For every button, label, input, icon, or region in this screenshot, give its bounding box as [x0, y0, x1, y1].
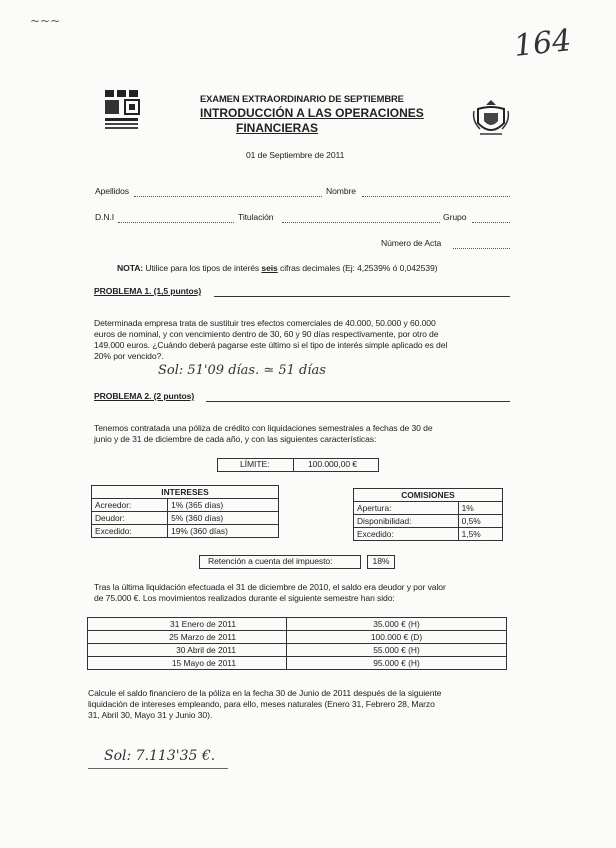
top-left-scribble: ~~~ [30, 14, 61, 28]
intereses-value: 19% (360 días) [168, 525, 279, 538]
exam-date: 01 de Septiembre de 2011 [246, 150, 345, 160]
apellidos-field[interactable] [134, 186, 322, 197]
problema-2-heading: PROBLEMA 2. (2 puntos) [94, 391, 195, 401]
movimiento-importe: 95.000 € (H) [287, 657, 507, 670]
table-row [354, 515, 503, 528]
grupo-label: Grupo [443, 212, 467, 222]
comisiones-value: 1,5% [458, 528, 502, 541]
problema-2-closing [88, 688, 514, 721]
movimiento-fecha: 15 Mayo de 2011 [88, 657, 287, 670]
nombre-field[interactable] [362, 186, 510, 197]
comisiones-table [353, 488, 503, 541]
intereses-table [91, 485, 279, 538]
movimiento-fecha: 30 Abril de 2011 [88, 644, 287, 657]
solution-2-underline [88, 768, 228, 769]
movimientos-table [87, 617, 507, 670]
nota [117, 263, 437, 274]
handwritten-page-number: 164 [512, 23, 573, 64]
problema-1-rule [214, 296, 510, 297]
problema-1-statement [94, 318, 514, 362]
problema-2-intro [94, 423, 514, 445]
university-logo [103, 88, 153, 137]
problema-2-middle-line: Tras la última liquidación efectuada el 31 de diciembre de 2010, el saldo era deudor y por valor [94, 582, 446, 592]
intereses-title: INTERESES [92, 486, 279, 499]
table-row [92, 525, 279, 538]
comisiones-label: Apertura: [354, 502, 459, 515]
retencion-label: Retención a cuenta del impuesto: [208, 556, 333, 566]
table-row [92, 499, 279, 512]
problema-2-rule [206, 401, 510, 402]
problema-1-line: 20% por vencido?. [94, 351, 164, 361]
problema-2-closing-line: 31, Abril 30, Mayo 31 y Junio 30). [88, 710, 213, 720]
table-row [88, 631, 507, 644]
subject-title-line-1: INTRODUCCIÓN A LAS OPERACIONES [200, 106, 424, 120]
comisiones-value: 1% [458, 502, 502, 515]
table-row [88, 644, 507, 657]
problema-1-line: euros de nominal, y con vencimiento dentro de 30, 60 y 90 días respectivamente, por otro de [94, 329, 439, 339]
nota-label: NOTA: [117, 263, 144, 273]
intereses-label: Acreedor: [92, 499, 168, 512]
retencion-value: 18% [367, 555, 395, 569]
movimiento-importe: 100.000 € (D) [287, 631, 507, 644]
limite-value: 100.000,00 € [308, 459, 357, 469]
intereses-label: Excedido: [92, 525, 168, 538]
titulacion-label: Titulación [238, 212, 274, 222]
handwritten-solution-2: Sol: 7.113'35 €. [104, 748, 216, 764]
movimiento-fecha: 31 Enero de 2011 [88, 618, 287, 631]
movimiento-importe: 35.000 € (H) [287, 618, 507, 631]
table-row [354, 502, 503, 515]
limite-divider [293, 458, 294, 472]
nombre-label: Nombre [326, 186, 356, 196]
problema-2-closing-line: Calcule el saldo financiero de la póliza en la fecha 30 de Junio de 2011 después de la siguiente [88, 688, 442, 698]
problema-1-line: Determinada empresa trata de sustituir tres efectos comerciales de 40.000, 50.000 y 60.000 [94, 318, 436, 328]
intereses-value: 1% (365 días) [168, 499, 279, 512]
limite-label: LÍMITE: [240, 459, 270, 469]
problema-2-intro-line: Tenemos contratada una póliza de crédito con liquidaciones semestrales a fechas de 30 de [94, 423, 433, 433]
intereses-value: 5% (360 días) [168, 512, 279, 525]
nota-emphasis: seis [261, 263, 278, 273]
comisiones-title: COMISIONES [354, 489, 503, 502]
intereses-label: Deudor: [92, 512, 168, 525]
table-row [88, 657, 507, 670]
retencion-box [199, 555, 361, 569]
comisiones-value: 0,5% [458, 515, 502, 528]
table-row [354, 528, 503, 541]
movimiento-importe: 55.000 € (H) [287, 644, 507, 657]
comisiones-label: Disponibilidad: [354, 515, 459, 528]
handwritten-solution-1: Sol: 51'09 días. ≃ 51 días [158, 363, 326, 378]
exam-title: EXAMEN EXTRAORDINARIO DE SEPTIEMBRE [200, 93, 404, 104]
numero-acta-field[interactable] [453, 238, 510, 249]
problema-1-line: 149.000 euros. ¿Cuándo deberá pagarse este último si el tipo de interés simple aplicado es del [94, 340, 448, 350]
table-row [92, 512, 279, 525]
dni-field[interactable] [118, 212, 234, 223]
university-crest [470, 97, 512, 144]
dni-label: D.N.I [95, 212, 115, 222]
grupo-field[interactable] [472, 212, 510, 223]
movimiento-fecha: 25 Marzo de 2011 [88, 631, 287, 644]
numero-acta-label: Número de Acta [381, 238, 442, 248]
titulacion-field[interactable] [282, 212, 440, 223]
problema-2-middle-line: de 75.000 €. Los movimientos realizados durante el siguiente semestre han sido: [94, 593, 395, 603]
apellidos-label: Apellidos [95, 186, 129, 196]
problema-2-closing-line: liquidación de intereses empleando, para ello, meses naturales (Enero 31, Febrero 28, Marzo [88, 699, 435, 709]
problema-2-middle [94, 582, 514, 604]
limite-box [217, 458, 379, 472]
nota-text-after: cifras decimales (Ej: 4,2539% ó 0,042539) [280, 263, 438, 273]
problema-2-intro-line: junio y de 31 de diciembre de cada año, y con las siguientes características: [94, 434, 377, 444]
comisiones-label: Excedido: [354, 528, 459, 541]
table-row [88, 618, 507, 631]
problema-1-heading: PROBLEMA 1. (1,5 puntos) [94, 286, 202, 296]
nota-text-before: Utilice para los tipos de interés [145, 263, 260, 273]
subject-title-line-2: FINANCIERAS [236, 121, 319, 135]
